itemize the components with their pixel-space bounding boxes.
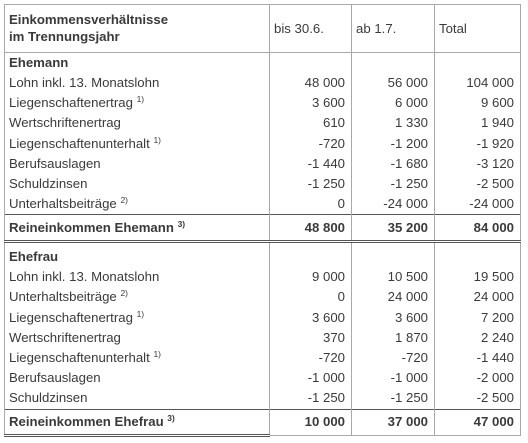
value-total: 9 600 — [435, 93, 521, 113]
footnote-marker: 2) — [120, 195, 128, 206]
value-period1: 3 600 — [270, 93, 352, 113]
table-row — [5, 93, 521, 113]
value-period1: 0 — [270, 194, 352, 215]
row-label: Schuldzinsen — [5, 174, 270, 194]
table-row — [5, 194, 521, 215]
row-label: Liegenschaftenertrag $^{1)}$ — [5, 307, 270, 327]
table-row — [5, 328, 521, 348]
income-table — [4, 4, 521, 437]
value-period2: -1 680 — [352, 154, 435, 174]
table-title — [5, 5, 270, 53]
total-value-period1: 48 800 — [270, 215, 352, 241]
table-row — [5, 348, 521, 368]
value-total: -1 920 — [435, 133, 521, 153]
total-value-period1: 10 000 — [270, 409, 352, 435]
total-row-husband — [5, 215, 521, 241]
table-title-line2: im Trennungsjahr — [9, 29, 120, 45]
footnote-marker: 1) — [153, 349, 162, 359]
total-value-total: 84 000 — [435, 215, 521, 241]
value-period2: -24 000 — [352, 194, 435, 215]
value-total: 7 200 — [435, 307, 521, 327]
value-total: -24 000 — [435, 194, 521, 215]
value-period1: -720 — [270, 348, 352, 368]
value-total: -3 120 — [435, 154, 521, 174]
total-label: Reineinkommen Ehefrau $^{3)}$ — [5, 409, 270, 435]
table-row — [5, 287, 521, 307]
value-period2: 3 600 — [352, 307, 435, 327]
value-period1: -720 — [270, 133, 352, 153]
total-value-total: 47 000 — [435, 409, 521, 435]
husband-rows — [5, 73, 521, 215]
row-label: Berufsauslagen — [5, 154, 270, 174]
row-label: Schuldzinsen — [5, 388, 270, 409]
table-row — [5, 267, 521, 287]
value-period2: 1 870 — [352, 328, 435, 348]
section-header-wife — [5, 247, 521, 267]
value-total: 1 940 — [435, 113, 521, 133]
table-row — [5, 73, 521, 93]
column-header-period1: bis 30.6. — [270, 5, 352, 53]
value-period1: -1 440 — [270, 154, 352, 174]
value-period1: 370 — [270, 328, 352, 348]
table-row — [5, 388, 521, 409]
total-label: Reineinkommen Ehemann $^{3)}$ — [5, 215, 270, 241]
footnote-marker: 1) — [136, 308, 145, 319]
header-row — [5, 5, 521, 53]
row-label: Wertschriftenertrag — [5, 328, 270, 348]
value-total: 2 240 — [435, 328, 521, 348]
value-period2: 6 000 — [352, 93, 435, 113]
wife-rows — [5, 267, 521, 409]
value-total: -2 500 — [435, 174, 521, 194]
value-period1: 610 — [270, 113, 352, 133]
total-value-period2: 35 200 — [352, 215, 435, 241]
value-period2: 1 330 — [352, 113, 435, 133]
footnote-marker: 1) — [136, 94, 145, 105]
footnote-marker: 1) — [153, 134, 162, 145]
table-row — [5, 154, 521, 174]
value-period1: -1 250 — [270, 174, 352, 194]
footnote-marker: 2) — [120, 288, 128, 299]
row-label: Lohn inkl. 13. Monatslohn — [5, 267, 270, 287]
value-period2: -1 000 — [352, 368, 435, 388]
column-header-period2: ab 1.7. — [352, 5, 435, 53]
value-period2: -720 — [352, 348, 435, 368]
value-period2: -1 250 — [352, 174, 435, 194]
section-label: Ehefrau — [5, 247, 270, 267]
column-header-total: Total — [435, 5, 521, 53]
total-value-period2: 37 000 — [352, 409, 435, 435]
table-row — [5, 368, 521, 388]
value-total: -2 000 — [435, 368, 521, 388]
row-label: Liegenschaftenunterhalt $^{1)}$ — [5, 133, 270, 153]
value-period2: -1 200 — [352, 133, 435, 153]
row-label: Unterhaltsbeiträge $^{2)}$ — [5, 194, 270, 215]
row-label: Lohn inkl. 13. Monatslohn — [5, 73, 270, 93]
value-period2: 10 500 — [352, 267, 435, 287]
table-row — [5, 307, 521, 327]
table-row — [5, 113, 521, 133]
value-total: 104 000 — [435, 73, 521, 93]
section-header-husband — [5, 52, 521, 73]
value-total: -2 500 — [435, 388, 521, 409]
value-period1: 0 — [270, 287, 352, 307]
row-label: Liegenschaftenertrag $^{1)}$ — [5, 93, 270, 113]
value-period1: -1 000 — [270, 368, 352, 388]
row-label: Wertschriftenertrag — [5, 113, 270, 133]
total-row-wife — [5, 409, 521, 435]
value-total: -1 440 — [435, 348, 521, 368]
value-period1: -1 250 — [270, 388, 352, 409]
value-period1: 9 000 — [270, 267, 352, 287]
row-label: Liegenschaftenunterhalt $^{1)}$ — [5, 348, 270, 368]
section-label: Ehemann — [5, 52, 270, 73]
table-row — [5, 133, 521, 153]
row-label: Berufsauslagen — [5, 368, 270, 388]
row-label: Unterhaltsbeiträge $^{2)}$ — [5, 287, 270, 307]
value-period1: 48 000 — [270, 73, 352, 93]
table-title-line1: Einkommensverhältnisse — [9, 12, 169, 28]
value-period2: 56 000 — [352, 73, 435, 93]
value-period2: 24 000 — [352, 287, 435, 307]
table-row — [5, 174, 521, 194]
value-total: 24 000 — [435, 287, 521, 307]
value-period1: 3 600 — [270, 307, 352, 327]
value-period2: -1 250 — [352, 388, 435, 409]
value-total: 19 500 — [435, 267, 521, 287]
